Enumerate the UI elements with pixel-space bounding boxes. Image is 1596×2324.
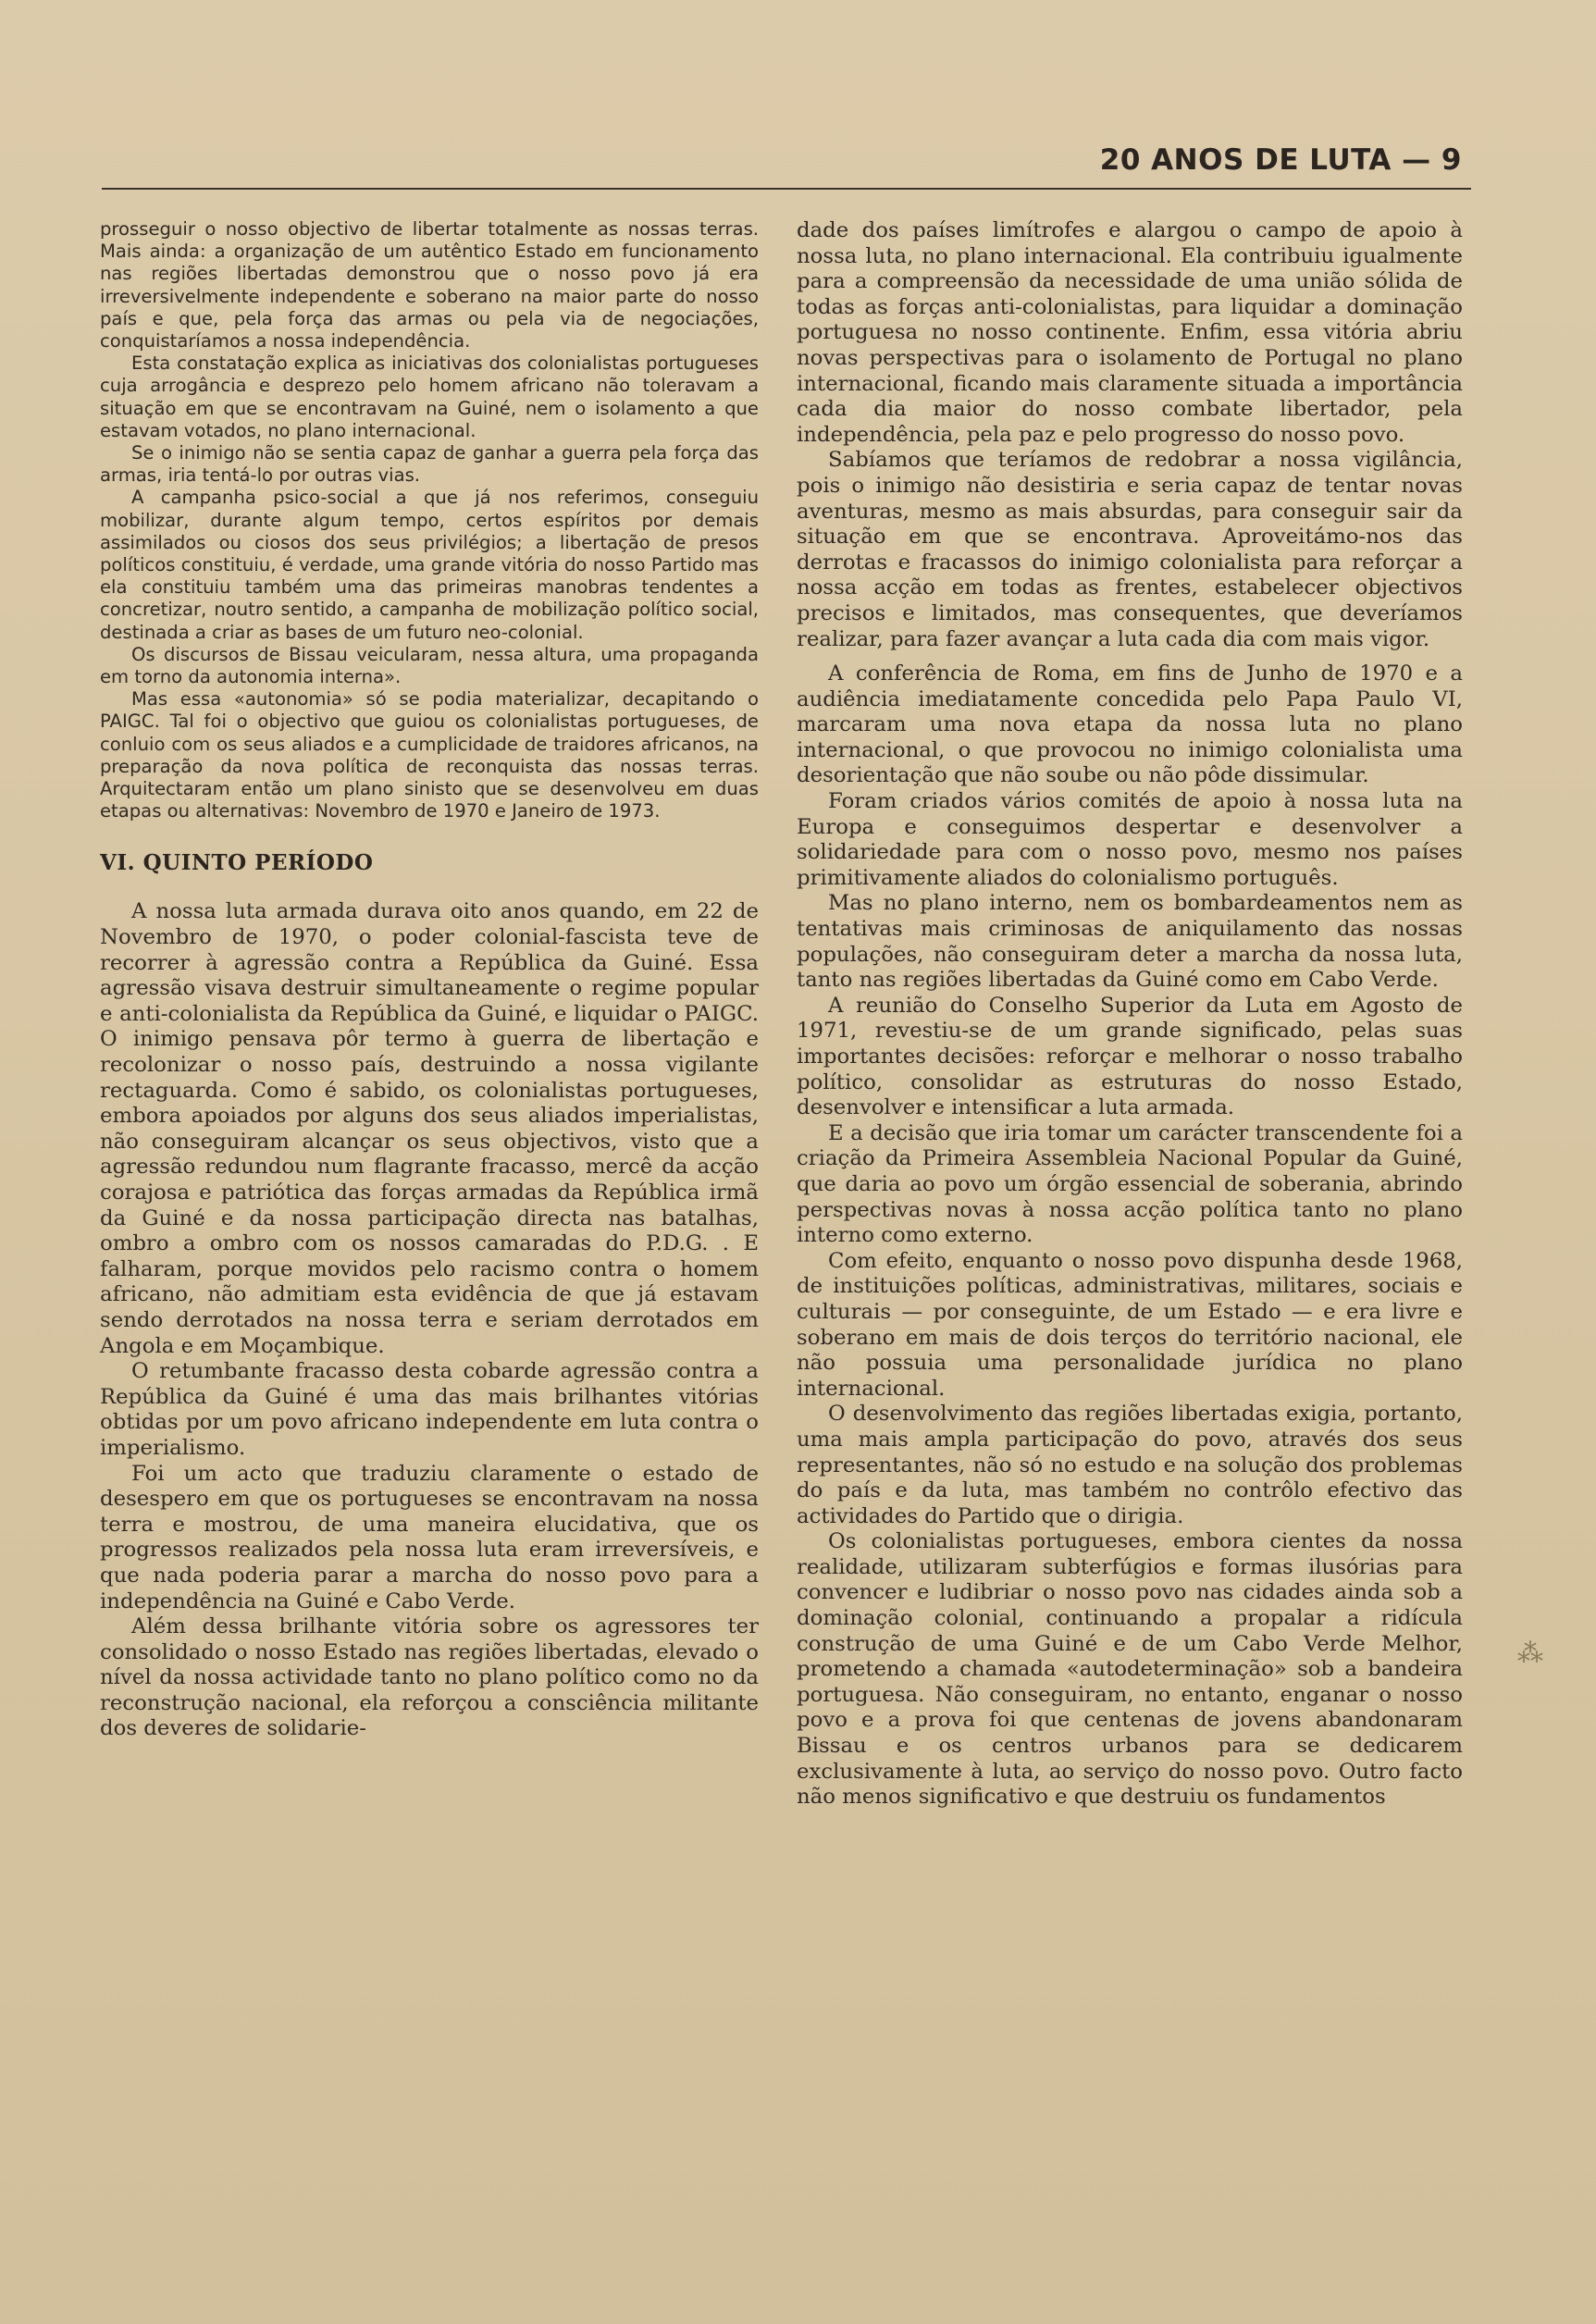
paragraph: Se o inimigo não se sentia capaz de ganhar a guerra pela força das armas, iria tentá-lo por outras vias. xyxy=(100,442,759,487)
section-heading: VI. QUINTO PERÍODO xyxy=(100,850,374,876)
paragraph: Mas essa «autonomia» só se podia materializar, decapitando o PAIGC. Tal foi o objectivo que guiou os colonialistas portugueses, de conluio com os seus aliados e a cumplicidade de traidores africanos, na preparação da nova política de reconquista das nossas terras. Arquitectaram então um plano sinisto que se desenvolveu em duas etapas ou alternativas: Novembro de 1970 e Janeiro de 1973. xyxy=(100,688,759,822)
running-title: 20 ANOS DE LUTA — 9 xyxy=(1099,143,1462,177)
paragraph: O desenvolvimento das regiões libertadas exigia, portanto, uma mais ampla participação do povo, através dos seus representantes, não só no estudo e na solução dos problemas do país e da luta, mas também no contrôlo efectivo das actividades do Partido que o dirigia. xyxy=(797,1402,1463,1528)
page-header xyxy=(102,143,1471,190)
paragraph: Esta constatação explica as iniciativas dos colonialistas portugueses cuja arrogância e desprezo pelo homem africano não toleravam a situação em que se encontravam na Guiné, nem o isolamento a que estavam votados, no plano internacional. xyxy=(100,352,759,441)
paragraph-gap xyxy=(797,652,1463,661)
paragraph: A reunião do Conselho Superior da Luta em Agosto de 1971, revestiu-se de um grande significado, pelas suas importantes decisões: reforçar e melhorar o nosso trabalho político, consolidar as estruturas do nosso Estado, desenvolver e intensificar a luta armada. xyxy=(797,993,1463,1120)
paragraph: Com efeito, enquanto o nosso povo dispunha desde 1968, de instituições políticas, administrativas, militares, sociais e culturais — por conseguinte, de um Estado — e era livre e soberano em mais de dois terços do território nacional, ele não possuia uma personalidade jurídica no plano internacional. xyxy=(797,1248,1463,1401)
paragraph: dade dos países limítrofes e alargou o campo de apoio à nossa luta, no plano internacional. Ela contribuiu igualmente para a compreensão da necessidade de uma união sólida de todas as forças anti-colonialistas, para liquidar a dominação portuguesa no nosso continente. Enfim, essa vitória abriu novas perspectivas para o isolamento de Portugal no plano internacional, ficando mais claramente situada a importância cada dia maior do nosso combate libertador, pela independência, pela paz e pelo progresso do nosso povo. xyxy=(797,218,1463,447)
left-sans-block xyxy=(100,218,759,822)
paper-stain: ⁂ xyxy=(1517,1638,1543,1668)
paragraph: A conferência de Roma, em fins de Junho de 1970 e a audiência imediatamente concedida pelo Papa Paulo VI, marcaram uma nova etapa da nossa luta no plano internacional, o que provocou no inimigo colonialista uma desorientação que não soube ou não pôde dissimular. xyxy=(797,661,1463,788)
paragraph: Além dessa brilhante vitória sobre os agressores ter consolidado o nosso Estado nas regiões libertadas, elevado o nível da nossa actividade tanto no plano político como no da reconstrução nacional, ela reforçou a consciência militante dos deveres de solidarie- xyxy=(100,1614,759,1741)
paragraph: Foram criados vários comités de apoio à nossa luta na Europa e conseguimos despertar e desenvolver a solidariedade para com o nosso povo, mesmo nos países primitivamente aliados do colonialismo português. xyxy=(797,789,1463,890)
left-column xyxy=(100,218,759,1742)
paragraph: A nossa luta armada durava oito anos quando, em 22 de Novembro de 1970, o poder colonial-fascista teve de recorrer à agressão contra a República da Guiné. Essa agressão visava destruir simultaneamente o regime popular e anti-colonialista da República da Guiné, e liquidar o PAIGC. O inimigo pensava pôr termo à guerra de libertação e recolonizar o nosso país, destruindo a nossa vigilante rectaguarda. Como é sabido, os colonialistas portugueses, embora apoiados por alguns dos seus aliados imperialistas, não conseguiram alcançar os seus objectivos, visto que a agressão redundou num flagrante fracasso, mercê da acção corajosa e patriótica das forças armadas da República irmã da Guiné e da nossa participação directa nas batalhas, ombro a ombro com os nossos camaradas do P.D.G. . E falharam, porque movidos pelo racismo contra o homem africano, não admitiam esta evidência de que já estavam sendo derrotados na nossa terra e seriam derrotados em Angola e em Moçambique. xyxy=(100,899,759,1358)
paragraph: Os discursos de Bissau veicularam, nessa altura, uma propaganda em torno da autonomia interna». xyxy=(100,643,759,688)
right-serif-block xyxy=(797,218,1463,1811)
paragraph: Mas no plano interno, nem os bombardeamentos nem as tentativas mais criminosas de aniquilamento das nossas populações, não conseguiram deter a marcha da nossa luta, tanto nas regiões libertadas da Guiné como em Cabo Verde. xyxy=(797,891,1463,993)
header-rule xyxy=(102,188,1471,190)
paragraph: Sabíamos que teríamos de redobrar a nossa vigilância, pois o inimigo não desistiria e seria capaz de tentar novas aventuras, mesmo as mais absurdas, para conseguir sair da situação em que se encontrava. Aproveitámo-nos das derrotas e fracassos do inimigo colonialista para reforçar a nossa acção em todas as frentes, estabelecer objectivos precisos e limitados, mas consequentes, que deveríamos realizar, para fazer avançar a luta cada dia com mais vigor. xyxy=(797,448,1463,651)
paragraph: Os colonialistas portugueses, embora cientes da nossa realidade, utilizaram subterfúgios e formas ilusórias para convencer e ludibriar o nosso povo nas cidades ainda sob a dominação colonial, continuando a propalar a ridícula construção de uma Guiné e de um Cabo Verde Melhor, prometendo a chamada «autodeterminação» sob a bandeira portuguesa. Não conseguiram, no entanto, enganar o nosso povo e a prova foi que centenas de jovens abandonaram Bissau e os centros urbanos para se dedicarem exclusivamente à luta, ao serviço do nosso povo. Outro facto não menos significativo e que destruiu os fundamentos xyxy=(797,1529,1463,1810)
paragraph: O retumbante fracasso desta cobarde agressão contra a República da Guiné é uma das mais brilhantes vitórias obtidas por um povo africano independente em luta contra o imperialismo. xyxy=(100,1359,759,1460)
left-serif-block xyxy=(100,899,759,1742)
paragraph: E a decisão que iria tomar um carácter transcendente foi a criação da Primeira Assembleia Nacional Popular da Guiné, que daria ao povo um órgão essencial de soberania, abrindo perspectivas novas à nossa acção política tanto no plano interno como externo. xyxy=(797,1120,1463,1248)
paragraph: prosseguir o nosso objectivo de libertar totalmente as nossas terras. Mais ainda: a organização de um autêntico Estado em funcionamento nas regiões libertadas demonstrou que o nosso povo já era irreversivelmente independente e soberano na maior parte do nosso país e que, pela força das armas ou pela via de negociações, conquistaríamos a nossa independência. xyxy=(100,218,759,352)
paragraph: Foi um acto que traduziu claramente o estado de desespero em que os portugueses se encontravam na nossa terra e mostrou, de uma maneira elucidativa, que os progressos realizados pela nossa luta eram irreversíveis, e que nada poderia parar a marcha do nosso povo para a independência na Guiné e Cabo Verde. xyxy=(100,1461,759,1613)
right-column xyxy=(797,218,1463,1811)
paragraph: A campanha psico-social a que já nos referimos, conseguiu mobilizar, durante algum tempo, certos espíritos por demais assimilados ou ciosos dos seus privilégios; a libertação de presos políticos constituiu, é verdade, uma grande vitória do nosso Partido mas ela constituiu também uma das primeiras manobras tendentes a concretizar, noutro sentido, a campanha de mobilização político social, destinada a criar as bases de um futuro neo-colonial. xyxy=(100,487,759,643)
